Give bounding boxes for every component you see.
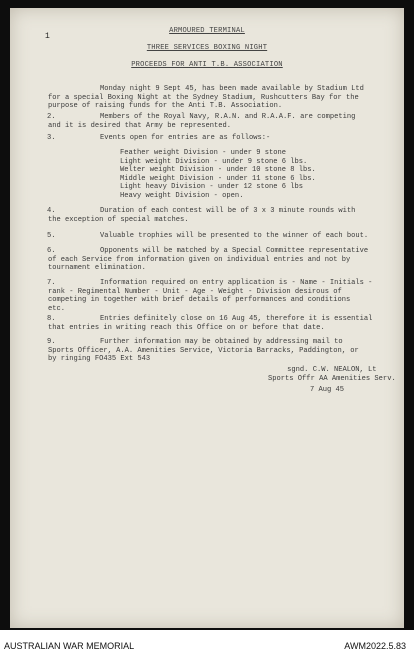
archive-footer [0,630,414,653]
paragraph-1: Monday night 9 Sept 45, has been made available by Stadium Ltd for a special Boxing Night at the Sydney Stadium, Rushcutters Bay for the purpose of raising funds for the Anti T.B. Association. [48,85,364,111]
paragraph-9-number: 9. [47,338,56,346]
page-number: 1 [45,32,50,41]
footer-accession-number: AWM2022.5.83 [344,641,406,651]
paragraph-6: Opponents will be matched by a Special Committee representative of each Service from information given on individual entries and not by tournament elimination. [48,247,369,273]
paragraph-8: Entries definitely close on 16 Aug 45, therefore it is essential that entries in writing reach this Office on or before that date. [48,315,373,332]
footer-institution: AUSTRALIAN WAR MEMORIAL [4,641,135,651]
heading-subtitle: PROCEEDS FOR ANTI T.B. ASSOCIATION [131,61,283,69]
paragraph-2: Members of the Royal Navy, R.A.N. and R.A.A.F. are competing and it is desired that Army be represented. [48,113,356,130]
paragraph-4: Duration of each contest will be of 3 x 3 minute rounds with the exception of special matches. [48,207,356,224]
paragraph-5-number: 5. [47,232,56,240]
paragraph-6-number: 6. [47,247,56,255]
heading-classification: ARMOURED TERMINAL [169,27,245,35]
paragraph-5: Valuable trophies will be presented to the winner of each bout. [100,232,369,240]
paragraph-7-number: 7. [47,279,56,287]
paragraph-7: Information required on entry application is - Name - Initials - rank - Regimental Number - Unit - Age - Weight - Division desirous of competing in together with brief details of performances and conditions etc. [48,279,373,313]
paragraph-4-number: 4. [47,207,56,215]
paragraph-3: Events open for entries are as follows:- [100,134,271,142]
paragraph-3-number: 3. [47,134,56,142]
document-page [10,8,404,628]
paragraph-8-number: 8. [47,315,56,323]
document-date: 7 Aug 45 [310,386,345,394]
paragraph-9: Further information may be obtained by addressing mail to Sports Officer, A.A. Amenities Service, Victoria Barracks, Paddington, or by ringing FO435 Ext 543 [48,338,359,364]
signature-block: sgnd. C.W. NEALON, Lt Sports Offr AA Amenities Serv. [268,366,396,383]
paragraph-2-number: 2. [47,113,56,121]
heading-title: THREE SERVICES BOXING NIGHT [146,44,268,52]
division-list: Feather weight Division - under 9 stone Light weight Division - under 9 stone 6 lbs. Welter weight Division - under 10 stone 8 lbs. Middle weight Division - under 11 stone 6 lbs. Light heavy Division - under 12 stone 6 lbs Heavy weight Division - open. [120,149,316,200]
